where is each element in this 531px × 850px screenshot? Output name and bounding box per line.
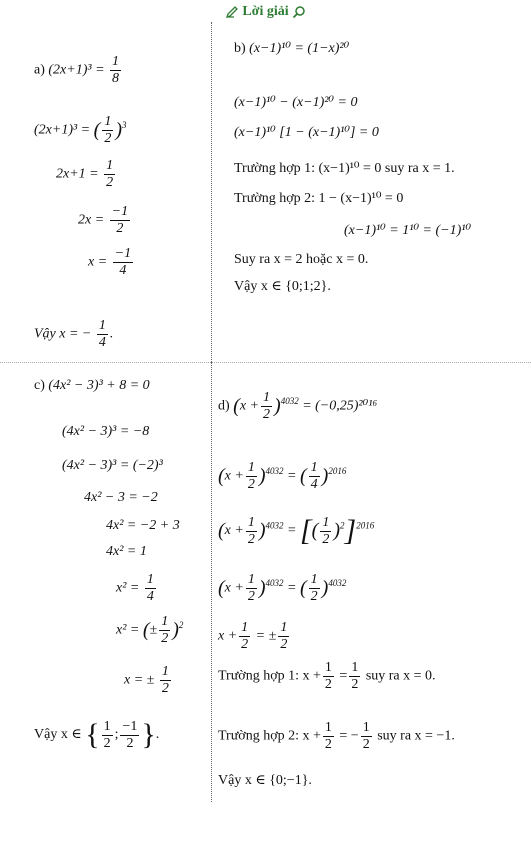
part-c-line3: (4x² − 3)³ = (−2)³	[62, 458, 163, 473]
part-b-result: Suy ra x = 2 hoặc x = 0.	[234, 252, 369, 267]
fraction: $\frac{1}{2}$	[103, 718, 111, 751]
solution-header	[0, 4, 531, 20]
fraction: $\frac{1}{2}$	[161, 664, 169, 696]
fraction: $\frac{1}{4}$	[146, 572, 154, 604]
fraction: $\frac{1}{2}$	[322, 514, 330, 547]
part-b-line1: b) (x−1)¹⁰ = (1−x)²⁰	[234, 41, 350, 56]
fraction: $\frac{1}{2}$	[280, 620, 288, 652]
part-b-case2b: (x−1)¹⁰ = 1¹⁰ = (−1)¹⁰	[344, 223, 472, 238]
fraction: $\frac{1}{4}$	[98, 318, 106, 350]
part-a-line5: x = $\frac{-1}{4}$	[88, 246, 132, 278]
fraction: $\frac{1}{2}$	[247, 572, 255, 604]
part-c-line1: c) (4x² − 3)³ + 8 = 0	[34, 378, 150, 393]
part-b-line3: (x−1)¹⁰ [1 − (x−1)¹⁰] = 0	[234, 125, 379, 140]
divider-horizontal	[0, 362, 531, 363]
fraction: $\frac{1}{2}$	[324, 720, 332, 752]
pencil-icon	[225, 5, 239, 19]
part-d-case2: Trường hợp 2: x + $\frac{1}{2}$ = − $\frac{1}{2}$ suy ra x = −1.	[218, 720, 455, 752]
fraction: $\frac{1}{2}$	[324, 660, 332, 692]
fraction: $\frac{1}{2}$	[310, 572, 318, 604]
fraction: $\frac{1}{2}$	[247, 514, 255, 547]
part-d-line3: (x + $\frac{1}{2}$ )$^{4032}$ = [( $\frac{1}{2}$ )$^2$]$^{2016}$	[218, 514, 375, 547]
part-c-line8: x² = (± $\frac{1}{2}$ )$^2$	[116, 614, 184, 646]
part-d-line5: x + $\frac{1}{2}$ = ± $\frac{1}{2}$	[218, 620, 288, 652]
fraction: $\frac{1}{2}$	[263, 390, 271, 422]
part-a-line1: a) (2x+1)³ = $\frac{1}{8}$	[34, 54, 120, 86]
header-title: Lời giải	[242, 4, 289, 19]
divider-vertical-bottom	[211, 362, 212, 802]
part-a-line2: (2x+1)³ = ( $\frac{1}{2}$ )$^3$	[34, 114, 127, 146]
fraction: $\frac{1}{2}$	[104, 114, 112, 146]
part-b-case2: Trường hợp 2: 1 − (x−1)¹⁰ = 0	[234, 191, 404, 206]
part-d-line4: (x + $\frac{1}{2}$ )$^{4032}$ = ( $\frac{1}{2}$ )$^{4032}$	[218, 572, 347, 604]
fraction: $\frac{1}{2}$	[247, 460, 255, 492]
part-c-line9: x = ± $\frac{1}{2}$	[124, 664, 169, 696]
part-b-conclusion: Vậy x ∈ {0;1;2}.	[234, 279, 331, 294]
fraction: $\frac{1}{4}$	[310, 460, 318, 492]
part-c-line6: 4x² = 1	[106, 544, 147, 559]
part-d-line2: (x + $\frac{1}{2}$ )$^{4032}$ = ( $\frac{1}{4}$ )$^{2016}$	[218, 460, 347, 492]
divider-vertical-top	[211, 22, 212, 362]
part-b-line2: (x−1)¹⁰ − (x−1)²⁰ = 0	[234, 95, 358, 110]
fraction: $\frac{-1}{2}$	[111, 204, 129, 236]
fraction: $\frac{1}{2}$	[161, 614, 169, 646]
part-c-conclusion: Vậy x ∈ { $\frac{1}{2}$ ; $\frac{-1}{2}$ }.	[34, 718, 160, 751]
fraction: $\frac{-1}{2}$	[122, 718, 138, 751]
part-c-line7: x² = $\frac{1}{4}$	[116, 572, 154, 604]
fraction: $\frac{1}{8}$	[112, 54, 120, 86]
part-d-case1: Trường hợp 1: x + $\frac{1}{2}$ = $\frac{1}{2}$ suy ra x = 0.	[218, 660, 436, 692]
part-c-line2: (4x² − 3)³ = −8	[62, 424, 150, 439]
part-c-line4: 4x² − 3 = −2	[84, 490, 158, 505]
part-a-line4: 2x = $\frac{-1}{2}$	[78, 204, 129, 236]
fraction: $\frac{1}{2}$	[106, 158, 114, 190]
fraction: $\frac{1}{2}$	[362, 720, 370, 752]
fraction: $\frac{1}{2}$	[351, 660, 359, 692]
part-c-line5: 4x² = −2 + 3	[106, 518, 180, 533]
fraction: $\frac{-1}{4}$	[114, 246, 132, 278]
part-b-case1: Trường hợp 1: (x−1)¹⁰ = 0 suy ra x = 1.	[234, 161, 455, 176]
part-a-conclusion: Vậy x = − $\frac{1}{4}$ .	[34, 318, 114, 350]
part-d-conclusion: Vậy x ∈ {0;−1}.	[218, 773, 312, 788]
fraction: $\frac{1}{2}$	[241, 620, 249, 652]
search-icon	[292, 5, 306, 19]
part-d-line1: d) (x + $\frac{1}{2}$ )$^{4032}$ = (−0,25)²⁰¹⁶	[218, 390, 378, 422]
part-a-line3: 2x+1 = $\frac{1}{2}$	[56, 158, 114, 190]
